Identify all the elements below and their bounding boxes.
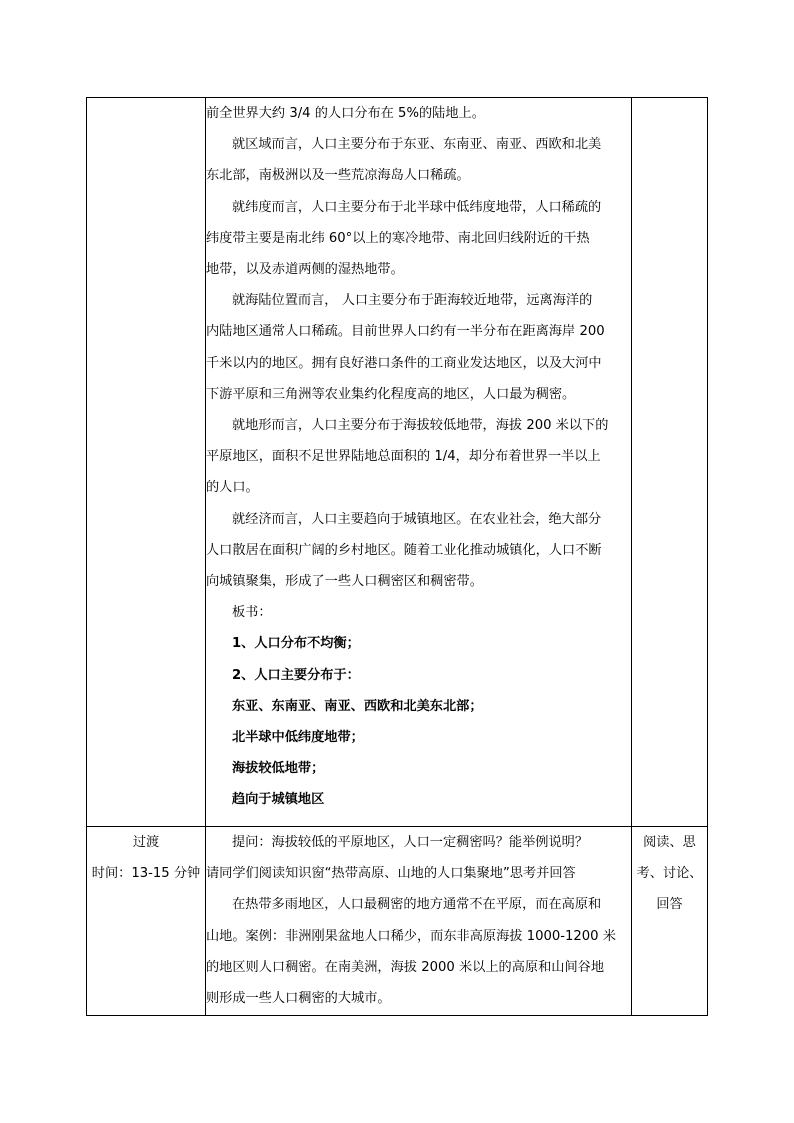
activity-cell [632,98,708,827]
content-line: 纬度带主要是南北纬 60°以上的寒冷地带、南北回归线附近的干热 [206,230,590,246]
content-line: 在热带多雨地区，人口最稠密的地方通常不在平原，而在高原和 [232,897,602,913]
content-line: 东亚、东南亚、南亚、西欧和北美东北部； [232,698,483,714]
content-line: 山地。案例：非洲刚果盆地人口稀少，而东非高原海拔 1000-1200 米 [206,928,616,944]
content-lines [206,98,631,816]
content-line: 千米以内的地区。拥有良好港口条件的工商业发达地区，以及大河中 [206,355,602,371]
stage-cell [87,98,206,827]
content-line: 就纬度而言，人口主要分布于北半球中低纬度地带，人口稀疏的 [232,199,602,215]
student-activity [632,827,707,921]
content-line: 1、人口分布不均衡； [232,636,360,652]
stage-label: 过渡 [132,835,160,850]
content-line: 的人口。 [206,480,259,496]
content-cell [206,98,632,827]
content-line: 就经济而言，人口主要趋向于城镇地区。在农业社会，绝大部分 [232,511,602,527]
content-line: 下游平原和三角洲等农业集约化程度高的地区，人口最为稠密。 [206,386,576,402]
content-line: 平原地区，面积不足世界陆地总面积的 1/4，却分布着世界一半以上 [206,449,601,465]
content-line: 请同学们阅读知识窗“热带高原、山地的人口集聚地”思考并回答 [206,866,576,882]
content-lines [206,827,631,1014]
table-row [87,98,708,827]
content-line: 2、人口主要分布于： [232,667,360,683]
content-cell [206,827,632,1016]
content-line: 前全世界大约 3/4 的人口分布在 5%的陆地上。 [206,106,485,121]
content-line: 趋向于城镇地区 [232,792,325,808]
content-line: 就海陆位置而言， 人口主要分布于距海较近地带，远离海洋的 [232,293,593,309]
content-line: 地带，以及赤道两侧的湿热地带。 [206,262,404,278]
activity-line: 考、讨论、 [636,866,703,882]
content-line: 人口散居在面积广阔的乡村地区。随着工业化推动城镇化，人口不断 [206,542,602,558]
content-line: 提问：海拔较低的平原地区，人口一定稠密吗？能举例说明？ [232,835,589,850]
content-line: 东北部，南极洲以及一些荒凉海岛人口稀疏。 [206,168,470,184]
lesson-plan-table [86,97,708,1016]
content-line: 的地区则人口稠密。在南美洲，海拔 2000 米以上的高原和山间谷地 [206,959,605,975]
activity-line: 阅读、思 [643,835,696,850]
stage-cell [87,827,206,1016]
content-line: 就区域而言，人口主要分布于东亚、东南亚、南亚、西欧和北美 [232,137,602,153]
content-line: 北半球中低纬度地带； [232,730,364,746]
activity-cell [632,827,708,1016]
table-row [87,827,708,1016]
content-line: 则形成一些人口稠密的大城市。 [206,991,391,1007]
activity-line: 回答 [656,897,683,913]
content-line: 就地形而言，人口主要分布于海拔较低地带，海拔 200 米以下的 [232,418,609,434]
time-label: 时间：13-15 分钟 [91,866,201,882]
content-line: 向城镇聚集，形成了一些人口稠密区和稠密带。 [206,574,483,590]
content-line: 板书： [232,605,272,621]
content-line: 海拔较低地带； [232,761,325,777]
content-line: 内陆地区通常人口稀疏。目前世界人口约有一半分布在距离海岸 200 [206,324,605,340]
